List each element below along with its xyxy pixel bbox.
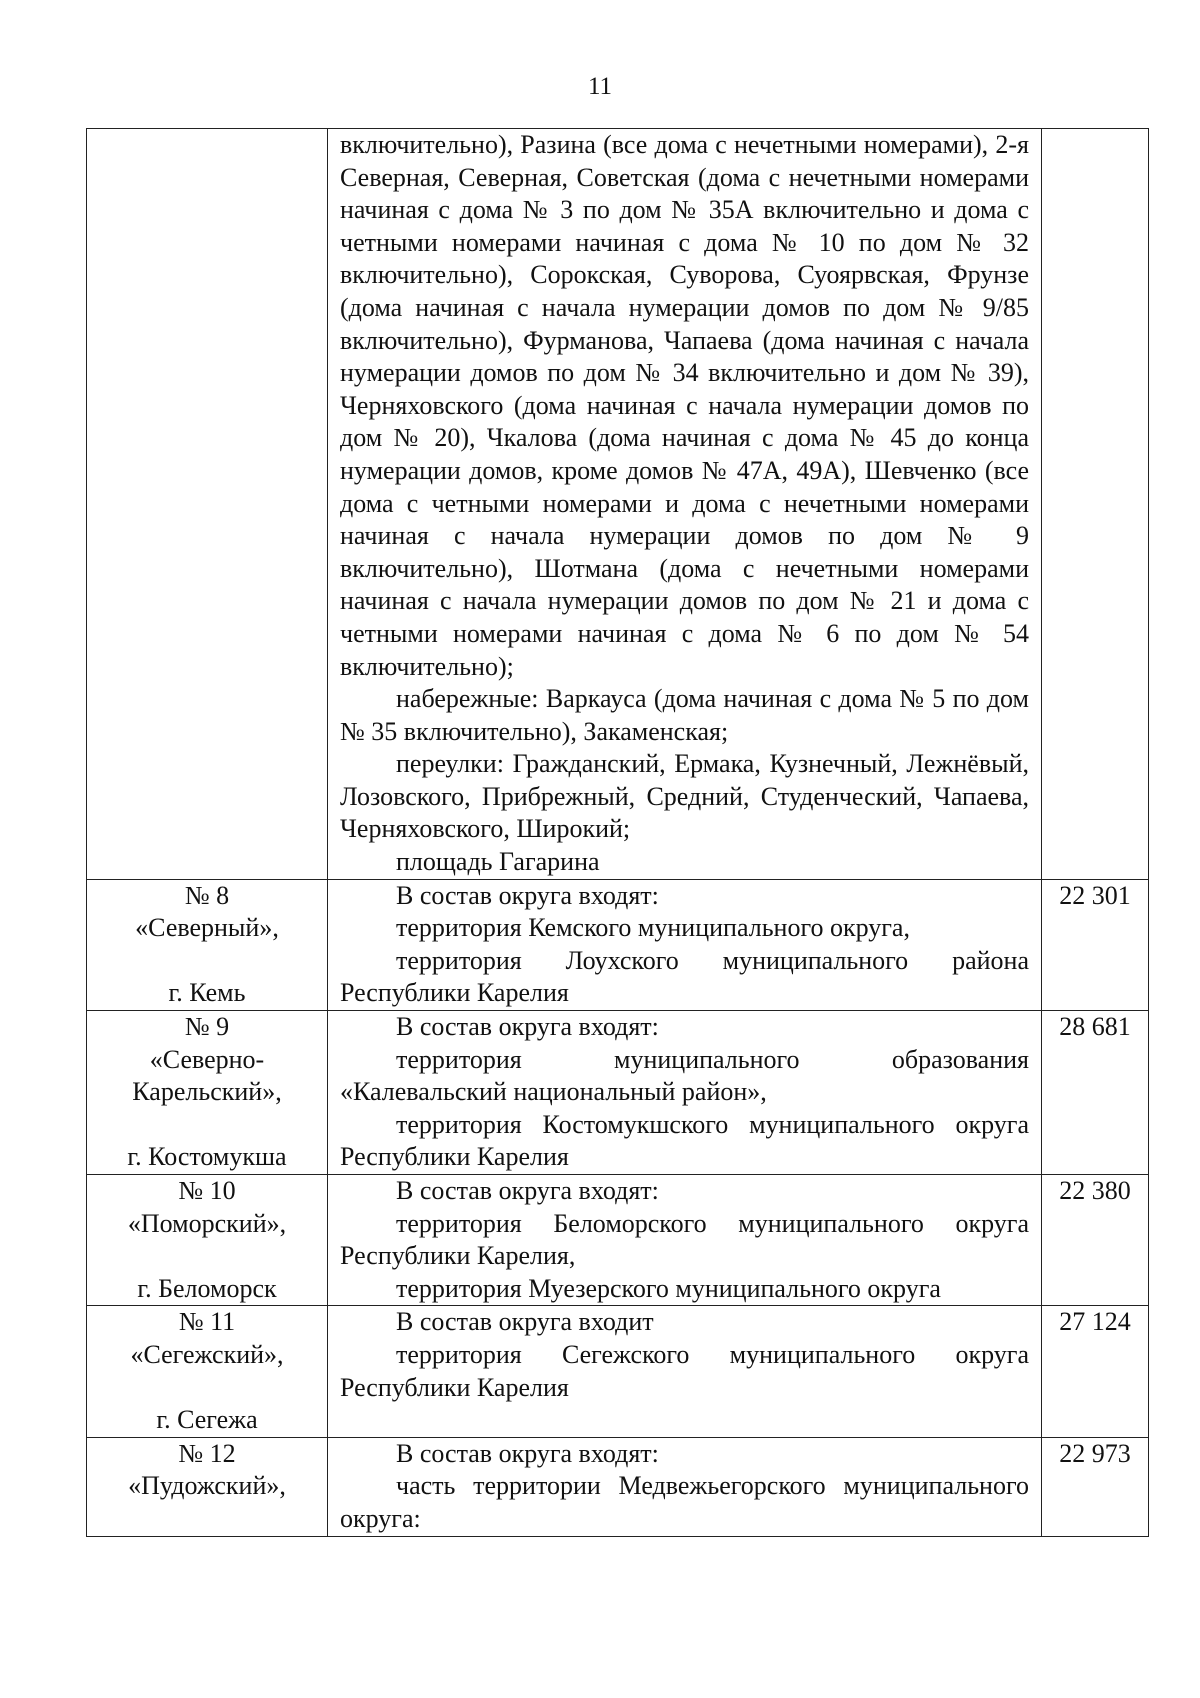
district-name-line: № 8 [184, 880, 230, 910]
district-name-cell [87, 1306, 328, 1437]
voter-count-cell: 27 124 [1042, 1306, 1149, 1437]
district-name-line: г. Костомукша [127, 1142, 287, 1172]
table-row [87, 1175, 1149, 1306]
name-spacer [93, 1372, 321, 1405]
voter-count-cell: 28 681 [1042, 1011, 1149, 1175]
district-name-line: № 9 [184, 1012, 230, 1042]
district-composition-cell [328, 129, 1042, 880]
district-name-cell [87, 1437, 328, 1536]
voter-count-cell: 22 380 [1042, 1175, 1149, 1306]
composition-paragraph: включительно), Разина (все дома с нечетными номерами), 2-я Северная, Северная, Советская (дома с нечетными номерами начиная с дома № 3 по дом № 35А включительно и дома с четными номерами начиная с дома № 10 по дом № 32 включительно), Сорокская, Суворова, Суоярвская, Фрунзе (дома начиная с начала нумерации домов по дом № 9/85 включительно), Фурманова, Чапаева (дома начиная с начала нумерации домов по дом № 34 включительно и дом № 39), Черняховского (дома начиная с начала нумерации домов по дом № 20), Чкалова (дома начиная с дома № 45 до конца нумерации домов, кроме домов № 47А, 49А), Шевченко (все дома с четными номерами и дома с нечетными номерами начиная с начала нумерации домов по дом № 9 включительно), Шотмана (дома с нечетными номерами начиная с начала нумерации домов по дом № 21 и дома с четными номерами начиная с дома № 6 по дом № 54 включительно); [340, 130, 1029, 681]
district-name-line: «Северно- [149, 1044, 265, 1074]
table-row [87, 1306, 1149, 1437]
composition-paragraph: В состав округа входят: [396, 1176, 659, 1205]
composition-paragraph: В состав округа входят: [396, 1438, 659, 1468]
districts-table [86, 128, 1149, 1537]
district-name-cell [87, 879, 328, 1010]
page-number: 11 [587, 73, 613, 100]
table-row [87, 129, 1149, 880]
composition-paragraph: территория Муезерского муниципального округа [396, 1273, 941, 1303]
composition-paragraph: В состав округа входит [396, 1307, 654, 1337]
table-row [87, 1437, 1149, 1536]
district-name-line: «Поморский», [127, 1208, 287, 1238]
district-name-line: № 11 [178, 1307, 236, 1337]
voter-count-cell: 22 973 [1042, 1437, 1149, 1536]
district-name-line: г. Сегежа [156, 1405, 258, 1435]
composition-paragraph: В состав округа входят: [396, 880, 659, 910]
districts-table-body [87, 129, 1149, 1537]
table-row [87, 879, 1149, 1010]
voter-count-cell: 22 301 [1042, 879, 1149, 1010]
district-name-line: Карельский», [132, 1077, 282, 1107]
composition-paragraph: территория Сегежского муниципального округа Республики Карелия [340, 1339, 1029, 1402]
district-name-line: № 12 [178, 1438, 236, 1468]
composition-paragraph: переулки: Гражданский, Ермака, Кузнечный, Лежнёвый, Лозовского, Прибрежный, Средний, Студенческий, Чапаева, Черняховского, Широкий; [340, 749, 1029, 844]
district-name-line: «Северный», [135, 913, 279, 943]
composition-paragraph: территория Костомукшского муниципального округа Республики Карелия [340, 1109, 1029, 1172]
composition-paragraph: территория Лоухского муниципального района Республики Карелия [340, 945, 1029, 1008]
composition-paragraph: территория муниципального образования «Калевальский национальный район», [340, 1044, 1029, 1107]
district-name-cell [87, 1175, 328, 1306]
district-composition-cell [328, 1175, 1042, 1306]
composition-paragraph: В состав округа входят: [396, 1012, 659, 1042]
district-name-cell [87, 129, 328, 880]
name-spacer [93, 1109, 321, 1142]
composition-paragraph: территория Кемского муниципального округа, [396, 913, 910, 943]
name-spacer [93, 1240, 321, 1273]
name-spacer [93, 945, 321, 978]
district-name-line: г. Кемь [168, 978, 246, 1008]
composition-paragraph: территория Беломорского муниципального округа Республики Карелия, [340, 1208, 1029, 1271]
district-composition-cell [328, 879, 1042, 1010]
district-composition-cell [328, 1437, 1042, 1536]
composition-paragraph: часть территории Медвежьегорского муниципального округа: [340, 1471, 1029, 1533]
district-composition-cell [328, 1306, 1042, 1437]
composition-paragraph: площадь Гагарина [396, 847, 600, 877]
composition-paragraph: набережные: Варкауса (дома начиная с дома № 5 по дом № 35 включительно), Закаменская; [340, 684, 1029, 746]
district-name-line: «Пудожский», [128, 1471, 286, 1501]
district-name-line: г. Беломорск [137, 1273, 277, 1303]
district-name-line: № 10 [178, 1176, 236, 1205]
voter-count-cell [1042, 129, 1149, 880]
district-composition-cell [328, 1011, 1042, 1175]
district-name-cell [87, 1011, 328, 1175]
table-row [87, 1011, 1149, 1175]
district-name-line: «Сегежский», [130, 1339, 284, 1369]
